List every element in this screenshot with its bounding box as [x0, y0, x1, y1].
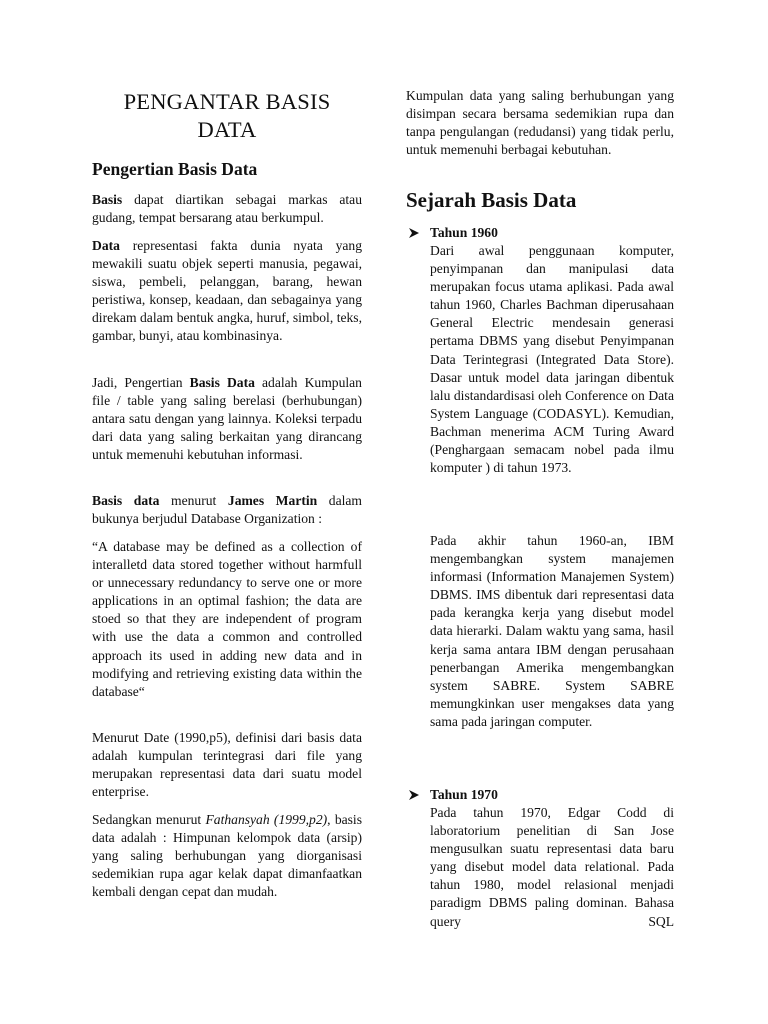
paragraph-pengertian-text: adalah Kumpulan file / table yang saling berelasi (berhubungan) antara satu dengan yang lainnya. Koleksi terpadu dari data yang saling berkaitan yang dirancang untuk memenuhi kebutuhan informasi. — [92, 375, 362, 463]
section-heading-pengertian: Pengertian Basis Data — [92, 159, 258, 179]
paragraph-basis — [92, 191, 362, 227]
paragraph-basis-text: dapat diartikan sebagai markas atau gudang, tempat bersarang atau berkumpul. — [92, 192, 362, 226]
paragraph-date: Menurut Date (1990,p5), definisi dari basis data adalah kumpulan terintegrasi dari file yang merupakan representasi data dari suatu model enterprise. — [92, 730, 362, 800]
paragraph-james-martin-text: dalam bukunya berjudul Database Organization : — [92, 493, 362, 527]
paragraph-fathansyah — [92, 811, 362, 901]
term-basis-data-2: Basis data — [92, 493, 160, 508]
paragraph-pengertian-intro: Jadi, Pengertian — [92, 375, 190, 390]
paragraph-1970-codd: Pada tahun 1970, Edgar Codd di laboratorium penelitian di San Jose mengusulkan suatu representasi data baru yang disebut model data relational. Pada tahun 1980, model relasional menjadi paradigm DBMS paling dominan. Bahasa query SQL — [430, 805, 674, 929]
citation-fathansyah: Fathansyah (1999,p2) — [205, 812, 328, 827]
term-data: Data — [92, 238, 120, 253]
document-title: PENGANTAR BASIS DATA — [123, 89, 331, 142]
paragraph-data — [92, 237, 362, 346]
section-heading-sejarah: Sejarah Basis Data — [406, 188, 577, 212]
paragraph-pengertian-basis-data — [92, 374, 362, 464]
author-james-martin: James Martin — [227, 493, 318, 508]
paragraph-james-martin-mid: menurut — [159, 493, 228, 508]
paragraph-1960-bachman: Dari awal penggunaan komputer, penyimpanan dan manipulasi data merupakan focus utama aplikasi. Pada awal tahun 1960, Charles Bachman diperusahaan General Electric mendesain generasi pertama DBMS yang disebut Penyimpanan Data Terintegrasi (Integrated Data Store). Dasar untuk model data jaringan dibentuk lalu distandardisasi oleh Conference on Data System Language (CODASYL). Kemudian, Bachman menerima ACM Turing Award (Penghargaan semacam nobel pada ilmu komputer ) di tahun 1973. — [430, 243, 674, 476]
arrowhead-bullet-icon — [408, 227, 420, 239]
term-basis: Basis — [92, 192, 123, 207]
term-basis-data: Basis Data — [189, 375, 255, 390]
arrowhead-bullet-icon — [408, 789, 420, 801]
paragraph-1960-ibm: Pada akhir tahun 1960-an, IBM mengembangkan system manajemen informasi (Information Manajemen System) DBMS. IMS dibentuk dari representasi data pada kerangka kerja yang disebut model data hierarki. Dalam waktu yang sama, hasil kerja sama antara IBM dengan perusahaan penerbangan Amerika mengembangkan system SABRE. System SABRE memungkinkan user mengakses data yang sama pada jaringan computer. — [430, 533, 674, 729]
paragraph-james-martin — [92, 492, 362, 528]
bullet-label-1960: Tahun 1960 — [430, 225, 498, 240]
quote-database-definition: “A database may be defined as a collection of interalletd data stored together without harmfull or unnecessary redundancy to serve one or more applications in an optimal fashion; the data are stoed so that they are independent of program with use the data a common and controlled approach its used in adding new data and in modifying and retrieving existing data within the database“ — [92, 539, 362, 699]
paragraph-data-text: representasi fakta dunia nyata yang mewakili suatu objek seperti manusia, pegawai, siswa, pembeli, pelanggan, barang, hewan peristiwa, konsep, keadaan, dan sebagainya yang direkam dalam bentuk angka, huruf, simbol, teks, gambar, bunyi, atau kombinasinya. — [92, 238, 362, 344]
bullet-label-1970: Tahun 1970 — [430, 787, 498, 802]
paragraph-fathansyah-text: , basis data adalah : Himpunan kelompok data (arsip) yang saling berhubungan yang diorganisasi sedemikian rupa agar kelak dapat dimanfaatkan kembali dengan cepat dan mudah. — [92, 812, 362, 900]
paragraph-fathansyah-intro: Sedangkan menurut — [92, 812, 206, 827]
paragraph-kumpulan-data: Kumpulan data yang saling berhubungan yang disimpan secara bersama sedemikian rupa dan tanpa pengulangan (redudansi) yang tidak perlu, untuk memenuhi berbagai kebutuhan. — [406, 88, 674, 158]
